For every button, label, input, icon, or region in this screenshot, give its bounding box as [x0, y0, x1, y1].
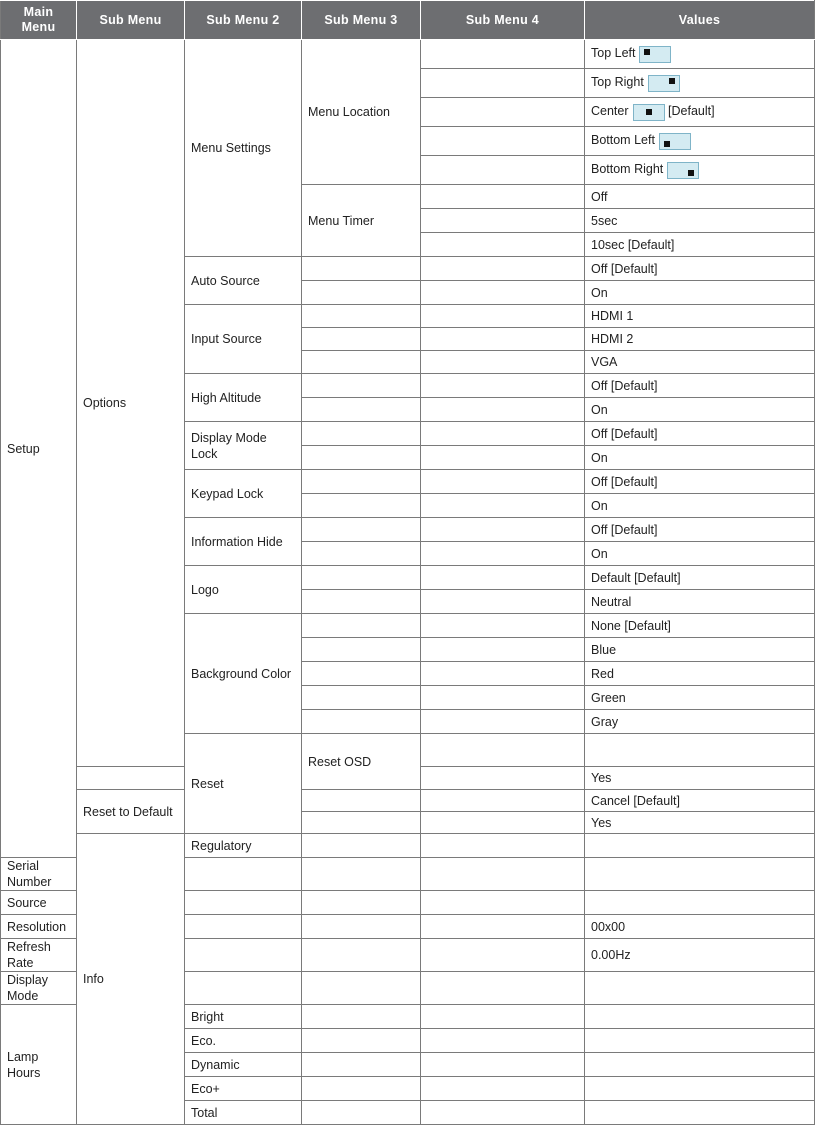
value-cell: HDMI 2: [585, 328, 815, 351]
empty-cell: [302, 1005, 421, 1029]
empty-cell: [302, 494, 421, 518]
value-cell: Default [Default]: [585, 566, 815, 590]
empty-cell: [302, 566, 421, 590]
empty-cell: [421, 1101, 585, 1125]
lamp-item-cell: Total: [185, 1101, 302, 1125]
value-cell: [585, 891, 815, 915]
main-menu-setup: Setup: [1, 40, 77, 858]
empty-cell: [302, 328, 421, 351]
empty-cell: [421, 638, 585, 662]
empty-cell: [421, 790, 585, 812]
empty-cell: [302, 1053, 421, 1077]
value-cell: On: [585, 398, 815, 422]
empty-cell: [421, 891, 585, 915]
empty-cell: [421, 305, 585, 328]
serial-number-cell: Serial Number: [1, 858, 77, 891]
resolution-cell: Resolution: [1, 915, 77, 939]
empty-cell: [421, 233, 585, 257]
empty-cell: [302, 590, 421, 614]
value-cell: 5sec: [585, 209, 815, 233]
empty-cell: [421, 767, 585, 790]
empty-cell: [77, 767, 185, 790]
empty-cell: [421, 858, 585, 891]
value-cell: 0.00Hz: [585, 939, 815, 972]
empty-cell: [302, 939, 421, 972]
refresh-rate-cell: Refresh Rate: [1, 939, 77, 972]
empty-cell: [185, 858, 302, 891]
value-cell: Off: [585, 185, 815, 209]
empty-cell: [585, 834, 815, 858]
empty-cell: [421, 1053, 585, 1077]
value-cell: Green: [585, 686, 815, 710]
main-menu-info: Info: [77, 834, 185, 1125]
empty-cell: [421, 915, 585, 939]
empty-cell: [302, 1029, 421, 1053]
table-row: [1, 40, 815, 69]
logo-cell: Logo: [185, 566, 302, 614]
value-cell: On: [585, 281, 815, 305]
empty-cell: [421, 972, 585, 1005]
header-sub-menu-4: Sub Menu 4: [421, 1, 585, 40]
value-cell: [585, 1029, 815, 1053]
value-cell: 00x00: [585, 915, 815, 939]
reset-osd-cell: Reset OSD: [302, 734, 421, 790]
table-row: [1, 834, 815, 858]
empty-cell: [302, 1101, 421, 1125]
empty-cell: [302, 858, 421, 891]
reset-to-default-cell: Reset to Default: [77, 790, 185, 834]
empty-cell: [185, 939, 302, 972]
empty-cell: [421, 566, 585, 590]
value-cell: Off [Default]: [585, 257, 815, 281]
value-cell: Off [Default]: [585, 470, 815, 494]
position-bottom-right-icon: [667, 162, 699, 179]
keypad-lock-cell: Keypad Lock: [185, 470, 302, 518]
value-cell: [585, 858, 815, 891]
empty-cell: [421, 542, 585, 566]
menu-settings-cell: Menu Settings: [185, 40, 302, 257]
empty-cell: [302, 686, 421, 710]
value-cell: Blue: [585, 638, 815, 662]
value-cell: 10sec [Default]: [585, 233, 815, 257]
empty-cell: [421, 69, 585, 98]
empty-cell: [421, 614, 585, 638]
empty-cell: [421, 939, 585, 972]
empty-cell: [302, 446, 421, 470]
value-cell: Cancel [Default]: [585, 790, 815, 812]
empty-cell: [302, 710, 421, 734]
position-center-icon: [633, 104, 665, 121]
value-cell: None [Default]: [585, 614, 815, 638]
empty-cell: [421, 281, 585, 305]
value-cell: Top Left: [585, 40, 815, 69]
lamp-item-cell: Bright: [185, 1005, 302, 1029]
value-cell: Center [Default]: [585, 98, 815, 127]
empty-cell: [302, 1077, 421, 1101]
empty-cell: [421, 40, 585, 69]
empty-cell: [302, 305, 421, 328]
empty-cell: [421, 734, 585, 767]
empty-cell: [302, 374, 421, 398]
empty-cell: [421, 518, 585, 542]
position-top-left-icon: [639, 46, 671, 63]
empty-cell: [421, 446, 585, 470]
empty-cell: [421, 1077, 585, 1101]
value-cell: Off [Default]: [585, 422, 815, 446]
empty-cell: [302, 614, 421, 638]
empty-cell: [302, 422, 421, 446]
empty-cell: [185, 915, 302, 939]
empty-cell: [421, 812, 585, 834]
empty-cell: [421, 351, 585, 374]
value-cell: Top Right: [585, 69, 815, 98]
display-mode-cell: Display Mode: [1, 972, 77, 1005]
value-cell: Off [Default]: [585, 518, 815, 542]
empty-cell: [302, 398, 421, 422]
value-cell: [585, 1077, 815, 1101]
position-bottom-left-icon: [659, 133, 691, 150]
lamp-item-cell: Eco.: [185, 1029, 302, 1053]
background-color-cell: Background Color: [185, 614, 302, 734]
value-cell: Gray: [585, 710, 815, 734]
position-top-right-icon: [648, 75, 680, 92]
value-cell: On: [585, 446, 815, 470]
empty-cell: [302, 790, 421, 812]
header-values: Values: [585, 1, 815, 40]
empty-cell: [302, 834, 421, 858]
value-cell: [585, 1053, 815, 1077]
empty-cell: [185, 972, 302, 1005]
value-cell: [585, 972, 815, 1005]
display-mode-lock-cell: Display Mode Lock: [185, 422, 302, 470]
header-row: [1, 1, 815, 40]
header-main-menu: Main Menu: [1, 1, 77, 40]
empty-cell: [421, 156, 585, 185]
value-cell: Off [Default]: [585, 374, 815, 398]
value-cell: Yes: [585, 767, 815, 790]
value-cell: Bottom Right: [585, 156, 815, 185]
empty-cell: [302, 518, 421, 542]
empty-cell: [302, 281, 421, 305]
empty-cell: [302, 891, 421, 915]
empty-cell: [302, 915, 421, 939]
empty-cell: [302, 542, 421, 566]
value-cell: Neutral: [585, 590, 815, 614]
empty-cell: [421, 422, 585, 446]
value-cell: Yes: [585, 812, 815, 834]
empty-cell: [421, 257, 585, 281]
value-cell: On: [585, 542, 815, 566]
empty-cell: [421, 209, 585, 233]
value-cell: [585, 1101, 815, 1125]
empty-cell: [302, 812, 421, 834]
value-cell: [585, 1005, 815, 1029]
sub-menu-options: Options: [77, 40, 185, 767]
empty-cell: [421, 328, 585, 351]
empty-cell: [421, 185, 585, 209]
auto-source-cell: Auto Source: [185, 257, 302, 305]
header-sub-menu: Sub Menu: [77, 1, 185, 40]
sub-menu-reset: Reset: [185, 734, 302, 834]
empty-cell: [185, 891, 302, 915]
input-source-cell: Input Source: [185, 305, 302, 374]
value-cell: HDMI 1: [585, 305, 815, 328]
high-altitude-cell: High Altitude: [185, 374, 302, 422]
empty-cell: [421, 590, 585, 614]
regulatory-cell: Regulatory: [185, 834, 302, 858]
menu-timer-cell: Menu Timer: [302, 185, 421, 257]
value-cell: On: [585, 494, 815, 518]
source-cell: Source: [1, 891, 77, 915]
value-cell: Bottom Left: [585, 127, 815, 156]
empty-cell: [302, 662, 421, 686]
empty-cell: [421, 834, 585, 858]
empty-cell: [421, 98, 585, 127]
header-sub-menu-3: Sub Menu 3: [302, 1, 421, 40]
header-sub-menu-2: Sub Menu 2: [185, 1, 302, 40]
empty-cell: [421, 686, 585, 710]
empty-cell: [421, 662, 585, 686]
lamp-hours-cell: Lamp Hours: [1, 1005, 77, 1125]
value-cell: Red: [585, 662, 815, 686]
table-row: [1, 790, 815, 812]
empty-cell: [421, 710, 585, 734]
empty-cell: [421, 470, 585, 494]
empty-cell: [302, 470, 421, 494]
empty-cell: [585, 734, 815, 767]
empty-cell: [421, 1029, 585, 1053]
empty-cell: [421, 1005, 585, 1029]
empty-cell: [421, 374, 585, 398]
lamp-item-cell: Dynamic: [185, 1053, 302, 1077]
empty-cell: [421, 494, 585, 518]
value-cell: VGA: [585, 351, 815, 374]
menu-location-cell: Menu Location: [302, 40, 421, 185]
empty-cell: [421, 127, 585, 156]
empty-cell: [302, 638, 421, 662]
empty-cell: [302, 257, 421, 281]
lamp-item-cell: Eco+: [185, 1077, 302, 1101]
empty-cell: [302, 351, 421, 374]
empty-cell: [421, 398, 585, 422]
empty-cell: [302, 972, 421, 1005]
information-hide-cell: Information Hide: [185, 518, 302, 566]
